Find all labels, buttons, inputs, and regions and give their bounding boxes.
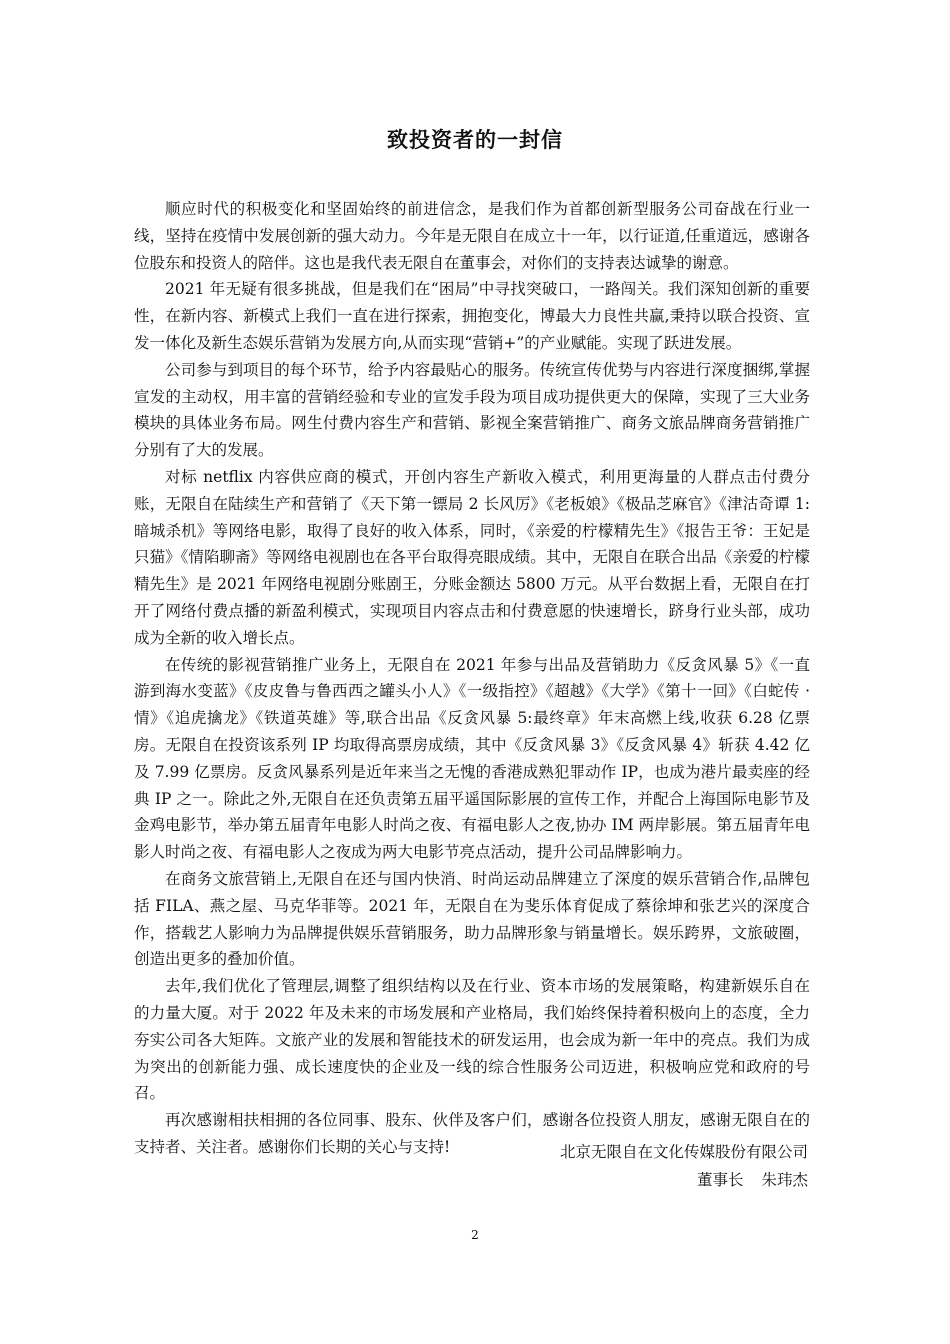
letter-title: 致投资者的一封信 (387, 128, 563, 152)
body-paragraph: 顺应时代的积极变化和坚固始终的前进信念，是我们作为首都创新型服务公司奋战在行业一线，坚持在疫情中发展创新的强大动力。今年是无限自在成立十一年，以行证道,任重道远，感谢各位股东和投资人的陪伴。这也是我代表无限自在董事会，对你们的支持表达诚挚的谢意。 (134, 200, 810, 272)
signature-person (560, 1166, 808, 1194)
signature-position: 董事长 (696, 1171, 744, 1189)
page-number: 2 (471, 1228, 479, 1242)
body-paragraph: 再次感谢相扶相拥的各位同事、股东、伙伴及客户们，感谢各位投资人朋友，感谢无限自在的支持者、关注者。感谢你们长期的关心与支持! (134, 1111, 810, 1156)
body-paragraph: 2021 年无疑有很多挑战，但是我们在“困局”中寻找突破口，一路闯关。我们深知创新的重要性，在新内容、新模式上我们一直在进行探索，拥抱变化，博最大力良性共赢,秉持以联合投资、宣发一体化及新生态娱乐营销为发展方向,从而实现“营销+”的产业赋能。实现了跃进发展。 (134, 280, 810, 352)
letter-body (134, 196, 810, 1161)
signature-name: 朱玮杰 (761, 1171, 808, 1189)
signature-company: 北京无限自在文化传媒股份有限公司 (559, 1143, 808, 1161)
body-paragraph: 公司参与到项目的每个环节，给予内容最贴心的服务。传统宣传优势与内容进行深度捆绑,掌握宣发的主动权，用丰富的营销经验和专业的宣发手段为项目成功提供更大的保障，实现了三大业务模块的具体业务布局。网生付费内容生产和营销、影视全案营销推广、商务文旅品牌商务营销推广分别有了大的发展。 (134, 360, 810, 460)
signature-block (560, 1138, 808, 1194)
body-paragraph: 在商务文旅营销上,无限自在还与国内快消、时尚运动品牌建立了深度的娱乐营销合作,品牌包括 FILA、燕之屋、马克华菲等。2021 年，无限自在为斐乐体育促成了蔡徐坤和张艺兴的深度合作，搭载艺人影响力为品牌提供娱乐营销服务，助力品牌形象与销量增长。娱乐跨界，文旅破圈，创造出更多的叠加价值。 (134, 869, 810, 969)
body-paragraph: 对标 netflix 内容供应商的模式，开创内容生产新收入模式，利用更海量的人群点击付费分账，无限自在陆续生产和营销了《天下第一镖局 2 长风厉》《老板娘》《极品芝麻官》《津沽奇谭 1:暗城杀机》等网络电影，取得了良好的收入体系，同时，《亲爱的柠檬精先生》《报告王爷：王妃是只猫》《情陷聊斋》等网络电视剧也在各平台取得亮眼成绩。其中，无限自在联合出品《亲爱的柠檬精先生》是 2021 年网络电视剧分账剧王，分账金额达 5800 万元。从平台数据上看，无限自在打开了网络付费点播的新盈利模式，实现项目内容点击和付费意愿的快速增长，跻身行业头部，成功成为全新的收入增长点。 (134, 467, 810, 647)
body-paragraph: 在传统的影视营销推广业务上，无限自在 2021 年参与出品及营销助力《反贪风暴 5》《一直游到海水变蓝》《皮皮鲁与鲁西西之罐头小人》《一级指控》《超越》《大学》《第十一回》《白蛇传 · 情》《追虎擒龙》《铁道英雄》等,联合出品《反贪风暴 5:最终章》年末高燃上线,收获 6.28 亿票房。无限自在投资该系列 IP 均取得高票房成绩，其中《反贪风暴 3》《反贪风暴 4》斩获 4.42 亿及 7.99 亿票房。反贪风暴系列是近年来当之无愧的香港成熟犯罪动作 IP，也成为港片最卖座的经典 IP 之一。除此之外,无限自在还负责第五届平遥国际影展的宣传工作，并配合上海国际电影节及金鸡电影节，举办第五届青年电影人时尚之夜、有福电影人之夜,协办 IM 两岸影展。第五届青年电影人时尚之夜、有福电影人之夜成为两大电影节亮点活动，提升公司品牌影响力。 (134, 655, 810, 862)
body-paragraph: 去年,我们优化了管理层,调整了组织结构以及在行业、资本市场的发展策略，构建新娱乐自在的力量大厦。对于 2022 年及未来的市场发展和产业格局，我们始终保持着积极向上的态度，全力夯实公司各大矩阵。文旅产业的发展和智能技术的研发运用，也会成为新一年中的亮点。我们为成为突出的创新能力强、成长速度快的企业及一线的综合性服务公司迈进，积极响应党和政府的号召。 (134, 977, 810, 1103)
